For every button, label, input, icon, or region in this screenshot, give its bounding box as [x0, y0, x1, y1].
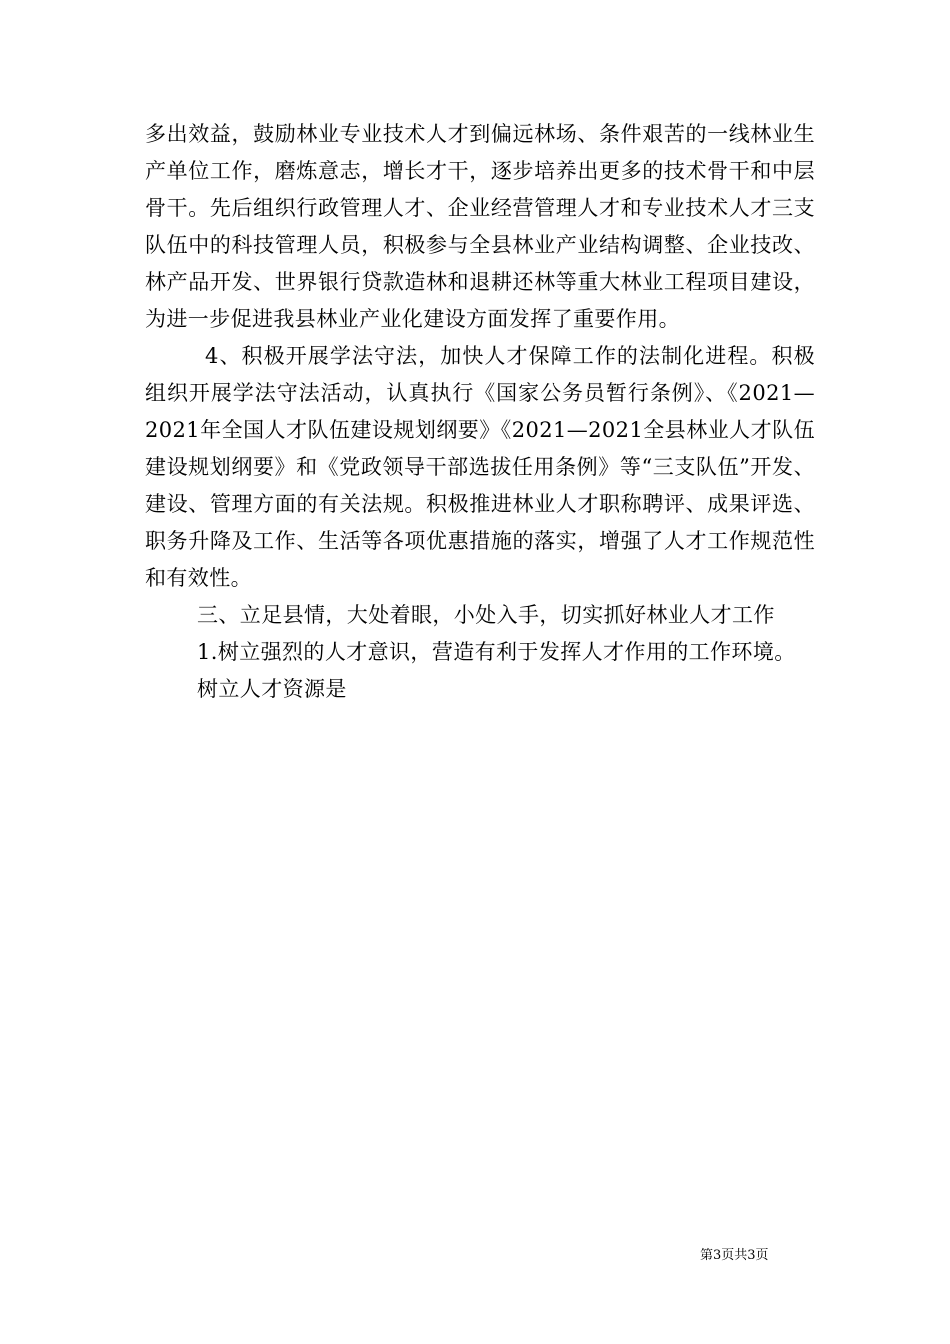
paragraph-truncated: 树立人才资源是: [197, 677, 347, 701]
paragraph-continuation: 多出效益，鼓励林业专业技术人才到偏远林场、条件艰苦的一线林业生产单位工作，磨炼意志，增长才干，逐步培养出更多的技术骨干和中层骨干。先后组织行政管理人才、企业经营管理人才和专业技术人才三支队伍中的科技管理人员，积极参与全县林业产业结构调整、企业技改、林产品开发、世界银行贷款造林和退耕还林等重大林业工程项目建设，为进一步促进我县林业产业化建设方面发挥了重要作用。: [145, 122, 815, 331]
document-body: [145, 116, 815, 708]
paragraph-item-1: 1.树立强烈的人才意识，营造有利于发挥人才作用的工作环境。: [197, 640, 796, 664]
heading-section-3: 三、立足县情，大处着眼，小处入手，切实抓好林业人才工作: [197, 603, 775, 627]
paragraph-section-4: 4、积极开展学法守法，加快人才保障工作的法制化进程。积极组织开展学法守法活动，认真执行《国家公务员暂行条例》、《2021—2021年全国人才队伍建设规划纲要》《2021—2021全县林业人才队伍建设规划纲要》和《党政领导干部选拔任用条例》等“三支队伍”开发、建设、管理方面的有关法规。积极推进林业人才职称聘评、成果评选、职务升降及工作、生活等各项优惠措施的落实，增强了人才工作规范性和有效性。: [145, 344, 815, 590]
page-number: 第3页共3页: [700, 1248, 769, 1263]
